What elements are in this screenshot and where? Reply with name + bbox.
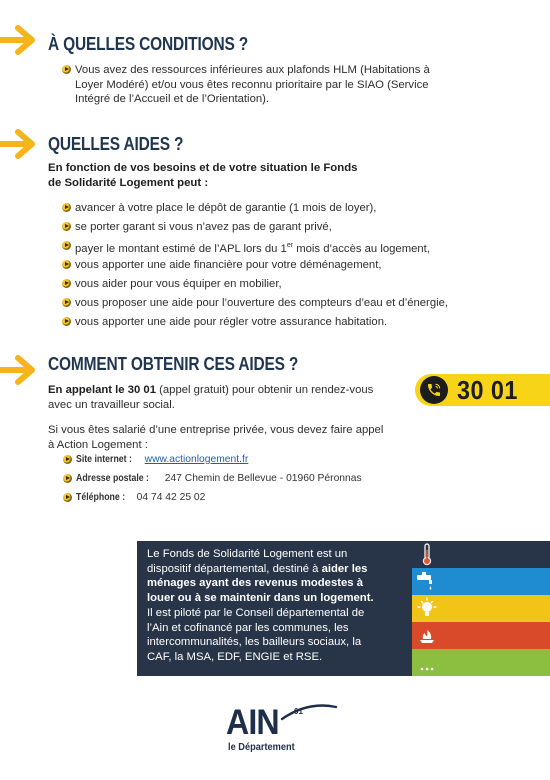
info-line: Le Fonds de Solidarité Logement est un	[147, 548, 348, 560]
employee-line-1: Si vous êtes salarié d’une entreprise privée, vous devez faire appel	[48, 424, 384, 436]
info-highlight: aider les	[321, 562, 368, 575]
icon-band-gas	[412, 622, 550, 649]
aides-item-text: se porter garant si vous n’avez pas de garant privé,	[75, 221, 332, 233]
logo-main-text: AIN	[226, 703, 279, 742]
aides-item	[62, 277, 282, 292]
aides-item-text: vous apporter une aide financière pour votre déménagement,	[75, 259, 382, 271]
info-line: l’Ain et cofinancé par les communes, les	[147, 621, 349, 634]
aides-item	[62, 220, 332, 235]
phone-value: 04 74 42 25 02	[136, 492, 206, 503]
arrow-right-icon	[0, 350, 44, 390]
info-highlight-line: ménages ayant des revenus modestes à	[147, 577, 363, 590]
contact-phone	[64, 492, 205, 503]
aides-intro	[48, 161, 357, 191]
aides-intro-line-2: de Solidarité Logement peut :	[48, 177, 209, 189]
aides-item	[62, 258, 381, 273]
aides-item-text	[62, 239, 430, 256]
icon-band-more	[412, 649, 550, 676]
ain-departement-logo	[226, 703, 336, 759]
aides-item-text: vous aider pour vous équiper en mobilier,	[75, 278, 282, 290]
employee-paragraph	[48, 423, 448, 452]
aides-item	[62, 296, 448, 311]
contact-address	[64, 473, 362, 484]
bullet-icon	[62, 298, 71, 307]
apl-superscript: er	[286, 242, 294, 249]
info-line: intercommunalités, les bailleurs sociaux, la	[147, 636, 362, 649]
address-value: 247 Chemin de Bellevue - 01960 Péronnas	[164, 473, 362, 484]
icon-band-thermometer	[412, 541, 550, 568]
info-line: CAF, la MSA, EDF, ENGIE et RSE.	[147, 650, 323, 663]
icon-band-light	[412, 595, 550, 622]
bullet-icon	[62, 241, 71, 250]
info-line	[147, 562, 399, 577]
thermometer-icon	[412, 541, 442, 568]
gas-flame-icon	[412, 622, 442, 649]
info-box	[137, 541, 412, 676]
phone-badge	[415, 374, 550, 406]
address-label: Adresse postale :	[76, 473, 149, 484]
bullet-icon	[62, 222, 71, 231]
phone-number: 30 01	[457, 375, 518, 405]
bullet-icon	[62, 279, 71, 288]
phone-label: Téléphone :	[76, 492, 126, 503]
call-paragraph	[48, 383, 408, 412]
logo-swoosh-icon	[278, 703, 338, 721]
energy-icon-strip	[412, 541, 550, 676]
aides-item-text: vous proposer une aide pour l’ouverture des compteurs d’eau et d’énergie,	[75, 297, 449, 309]
light-bulb-icon	[412, 595, 442, 622]
apl-text: payer le montant estimé de l’APL lors du 1	[75, 242, 287, 255]
logo-number: 01	[294, 707, 303, 716]
info-highlight-line: louer ou à se maintenir dans un logement.	[147, 592, 374, 605]
bullet-icon	[63, 493, 72, 502]
arrow-right-icon	[0, 20, 44, 60]
bullet-icon	[62, 260, 71, 269]
call-text: (appel gratuit) pour obtenir un rendez-vous	[156, 384, 374, 396]
bullet-icon	[62, 203, 71, 212]
aides-item	[62, 315, 387, 330]
section-title-conditions: À QUELLES CONDITIONS ?	[48, 34, 249, 54]
website-link[interactable]: www.actionlogement.fr	[144, 454, 249, 465]
bullet-icon	[63, 474, 72, 483]
aides-item	[62, 239, 430, 256]
bullet-icon	[62, 317, 71, 326]
bullet-icon	[63, 455, 72, 464]
call-text-line-2: avec un travailleur social.	[48, 398, 175, 411]
contact-website	[64, 454, 248, 465]
section-title-obtenir: COMMENT OBTENIR CES AIDES ?	[48, 354, 299, 374]
apl-text-end: mois d’accès au logement,	[293, 242, 430, 255]
more-dots-icon	[412, 649, 442, 676]
conditions-item	[62, 63, 512, 107]
icon-band-water	[412, 568, 550, 595]
conditions-line-1: Vous avez des ressources inférieures aux plafonds HLM (Habitations à	[75, 64, 430, 76]
conditions-line-3: Intégré de l’Accueil et de l’Orientation).	[75, 93, 270, 105]
website-label: Site internet :	[76, 454, 132, 465]
aides-item-text: vous apporter une aide pour régler votre assurance habitation.	[75, 316, 388, 328]
info-line: Il est piloté par le Conseil départemental de	[147, 606, 365, 619]
employee-line-2: à Action Logement :	[48, 438, 148, 451]
bullet-icon	[62, 65, 71, 74]
conditions-line-2: Loyer Modéré) et/ou vous êtes reconnu prioritaire par le SIAO (Service	[75, 78, 429, 91]
aides-item	[62, 201, 376, 216]
phone-icon	[420, 376, 448, 404]
arrow-right-icon	[0, 124, 44, 164]
aides-item-text: avancer à votre place le dépôt de garantie (1 mois de loyer),	[75, 202, 377, 214]
info-text: dispositif départemental, destiné à	[147, 562, 322, 575]
logo-subtitle: le Département	[228, 741, 295, 753]
call-number-text: En appelant le 30 01	[48, 384, 156, 396]
aides-intro-line-1: En fonction de vos besoins et de votre situation le Fonds	[48, 162, 358, 174]
section-title-aides: QUELLES AIDES ?	[48, 134, 184, 154]
water-tap-icon	[412, 568, 442, 595]
